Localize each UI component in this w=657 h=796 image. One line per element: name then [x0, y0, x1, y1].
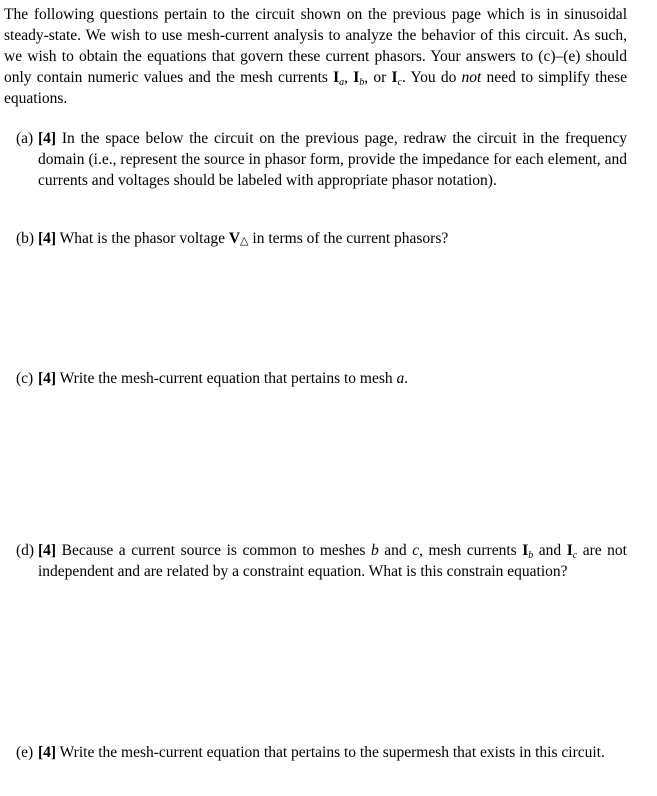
question-c-body	[38, 368, 627, 389]
mesh-current-c: I	[391, 69, 398, 86]
phasor-voltage-symbol: V	[228, 230, 241, 247]
intro-sep-2: , or	[364, 69, 392, 86]
question-d-and-1: and	[378, 542, 413, 559]
mesh-current-b: I	[353, 69, 360, 86]
intro-text-2: . You do	[402, 69, 462, 86]
question-b-body	[38, 228, 627, 249]
question-e-label: (e)	[16, 744, 34, 761]
mesh-c-symbol: c	[412, 542, 420, 559]
intro-emphasis-not: not	[461, 69, 482, 86]
intro-text-1: The following questions pertain to the circuit shown on the previous page which is in sinusoidal steady-state. We wish to use mesh-current analysis to analyze the behavior of this circuit. As such, we wish to obtain the equations that govern these current phasors. Your answers to (c)–(e) should only contain numeric values and the mesh currents	[4, 6, 627, 86]
document-page	[4, 4, 627, 109]
question-c-text-1: Write the mesh-current equation that pertains to mesh	[56, 370, 397, 387]
mesh-b-symbol: b	[371, 542, 379, 559]
question-a-label: (a)	[16, 130, 34, 147]
delta-subscript: △	[240, 235, 249, 247]
question-b-label: (b)	[16, 230, 35, 247]
intro-paragraph	[4, 4, 627, 109]
question-d-text-3: are not independent and are related by a constraint equation. What is this constrain equation?	[38, 542, 627, 580]
question-d-body	[38, 540, 627, 582]
question-c-label: (c)	[16, 370, 34, 387]
subscript-c: c	[397, 77, 402, 88]
question-d-text-2: , mesh currents	[419, 542, 523, 559]
question-e	[16, 742, 627, 763]
question-d-label: (d)	[16, 542, 35, 559]
subscript-a: a	[339, 77, 345, 88]
mesh-current-c-d: I	[566, 542, 573, 559]
question-c-points: [4]	[38, 370, 57, 387]
subscript-b: b	[359, 77, 365, 88]
question-d-points: [4]	[38, 542, 57, 559]
question-b-text-1: What is the phasor voltage	[56, 230, 229, 247]
question-a-points: [4]	[38, 130, 57, 147]
subscript-b-d: b	[528, 550, 534, 561]
question-b	[16, 228, 627, 249]
question-a-text: In the space below the circuit on the previous page, redraw the circuit in the frequency domain (i.e., represent the source in phasor form, provide the impedance for each element, and currents and voltages should be labeled with appropriate phasor notation).	[38, 130, 627, 189]
question-b-text-2: in terms of the current phasors?	[248, 230, 449, 247]
question-c	[16, 368, 627, 389]
question-d-text-1: Because a current source is common to meshes	[56, 542, 371, 559]
question-c-text-2: .	[404, 370, 409, 387]
question-d-and-2: and	[533, 542, 567, 559]
intro-sep-1: ,	[344, 69, 354, 86]
mesh-a-symbol: a	[396, 370, 405, 387]
question-b-points: [4]	[38, 230, 57, 247]
question-e-points: [4]	[38, 744, 57, 761]
question-e-body	[38, 742, 627, 763]
question-e-text: Write the mesh-current equation that pertains to the supermesh that exists in this circuit.	[56, 744, 605, 761]
question-a-body	[38, 128, 627, 191]
subscript-c-d: c	[572, 550, 578, 561]
question-a	[16, 128, 627, 191]
intro-text-3: need to simplify these equations.	[4, 69, 627, 107]
question-d	[16, 540, 627, 582]
mesh-current-a: I	[333, 69, 340, 86]
mesh-current-b-d: I	[522, 542, 529, 559]
